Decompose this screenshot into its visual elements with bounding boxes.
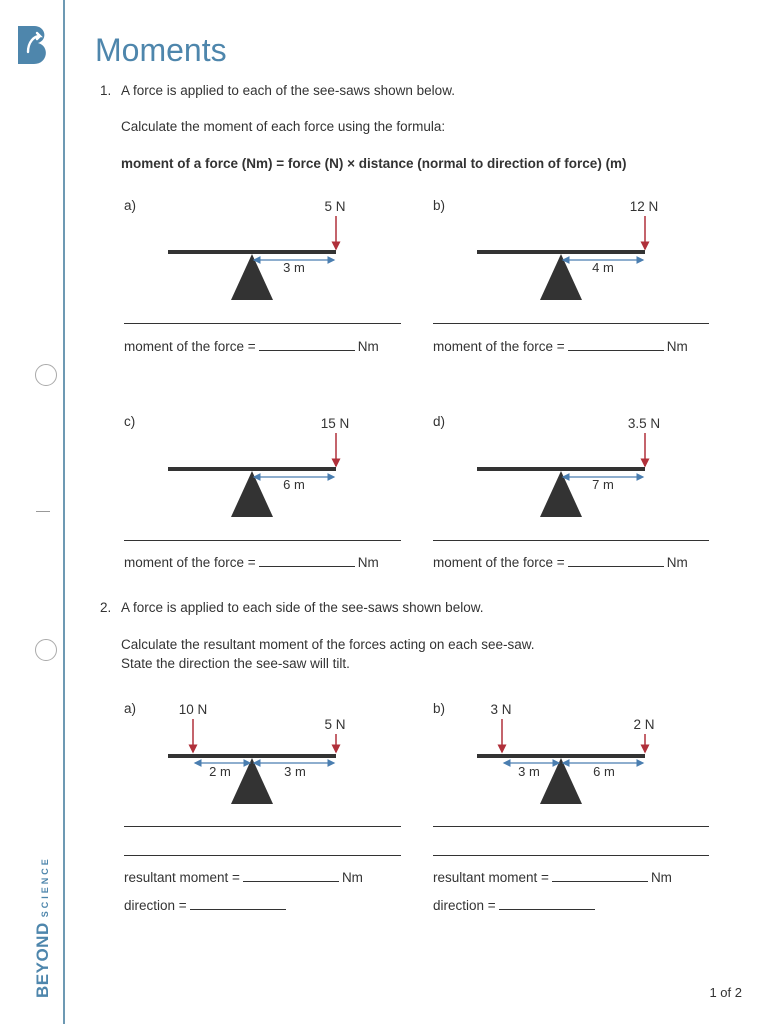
q1b-pivot [540,254,582,300]
q2a-left-distance-label: 2 m [209,764,231,779]
q2b-right-force-label: 2 N [633,717,655,732]
q1a-working-line[interactable] [124,323,401,324]
q2b-direction-label: direction = [433,898,496,913]
q2b-left-force-label: 3 N [490,702,512,717]
q1b-force-label: 12 N [629,199,659,214]
q1b-working-line[interactable] [433,323,709,324]
q2-instruction-2: State the direction the see-saw will tilt. [121,656,350,671]
q1c-working-line[interactable] [124,540,401,541]
q2a-beam [168,754,336,758]
q1d-distance-label: 7 m [592,477,614,492]
q2a-label: a) [124,701,137,716]
q1a-beam [168,250,336,254]
q2b-left-distance-label: 3 m [518,764,540,779]
brand-name: BEYOND [33,922,52,998]
q1-formula: moment of a force (Nm) = force (N) × distance (normal to direction of force) (m) [121,156,627,171]
q1c-pivot [231,471,273,517]
q1a-distance-label: 3 m [283,260,305,275]
q1c-beam [168,467,336,471]
q1b-answer-blank[interactable] [568,338,664,351]
q2b-beam [477,754,645,758]
q1d-force-label: 3.5 N [627,416,661,431]
q1c-distance-label: 6 m [283,477,305,492]
q1d-answer-label: moment of the force = [433,555,565,570]
q1c-unit: Nm [357,555,379,570]
q1d-answer-blank[interactable] [568,554,664,567]
q2a-working-line-2[interactable] [124,855,401,856]
q1d-beam [477,467,645,471]
q2b-direction [433,897,598,913]
q2b-direction-blank[interactable] [499,897,595,910]
q2b-answer-blank[interactable] [552,869,648,882]
q1a-answer-label: moment of the force = [124,339,256,354]
q1b-answer [433,338,688,354]
q2b-unit: Nm [650,870,672,885]
q2b-right-distance-label: 6 m [593,764,615,779]
q1a-answer [124,338,379,354]
q2a-right-force-label: 5 N [324,717,346,732]
q2-intro: A force is applied to each side of the see-saws shown below. [121,600,484,615]
q2a-direction-blank[interactable] [190,897,286,910]
q2-number: 2. [100,600,112,615]
q1d-working-line[interactable] [433,540,709,541]
q2a-answer-blank[interactable] [243,869,339,882]
q2a-working-line-1[interactable] [124,826,401,827]
page-number: 1 of 2 [709,985,742,1000]
q1c-answer-blank[interactable] [259,554,355,567]
q1-number: 1. [100,83,112,98]
q2a-answer [124,869,363,885]
q1c-force-label: 15 N [320,416,350,431]
q1c-label: c) [124,414,136,429]
q1-instruction: Calculate the moment of each force using the formula: [121,119,446,134]
q1b-unit: Nm [666,339,688,354]
q1-intro: A force is applied to each of the see-saws shown below. [121,83,455,98]
q1b-beam [477,250,645,254]
q1d-pivot [540,471,582,517]
q2b-working-line-2[interactable] [433,855,709,856]
q2b-working-line-1[interactable] [433,826,709,827]
q2a-pivot [231,758,273,804]
q1a-pivot [231,254,273,300]
q2a-direction-label: direction = [124,898,187,913]
q1b-answer-label: moment of the force = [433,339,565,354]
q1d-unit: Nm [666,555,688,570]
q1c-answer-label: moment of the force = [124,555,256,570]
q2b-answer [433,869,672,885]
q2a-left-force-label: 10 N [178,702,208,717]
q1b-distance-label: 4 m [592,260,614,275]
brand-subname: SCIENCE [40,856,50,918]
q2a-answer-label: resultant moment = [124,870,240,885]
q2b-label: b) [433,701,446,716]
q1a-force-label: 5 N [324,199,346,214]
q2b-pivot [540,758,582,804]
q1a-answer-blank[interactable] [259,338,355,351]
page-title: Moments [95,32,227,68]
q2a-direction [124,897,289,913]
q1d-label: d) [433,414,446,429]
q1c-answer [124,554,379,570]
q1a-unit: Nm [357,339,379,354]
q1d-answer [433,554,688,570]
q2a-right-distance-label: 3 m [284,764,306,779]
q2-instruction-1: Calculate the resultant moment of the forces acting on each see-saw. [121,637,535,652]
q1a-label: a) [124,198,137,213]
q2b-answer-label: resultant moment = [433,870,549,885]
q1b-label: b) [433,198,446,213]
q2a-unit: Nm [341,870,363,885]
